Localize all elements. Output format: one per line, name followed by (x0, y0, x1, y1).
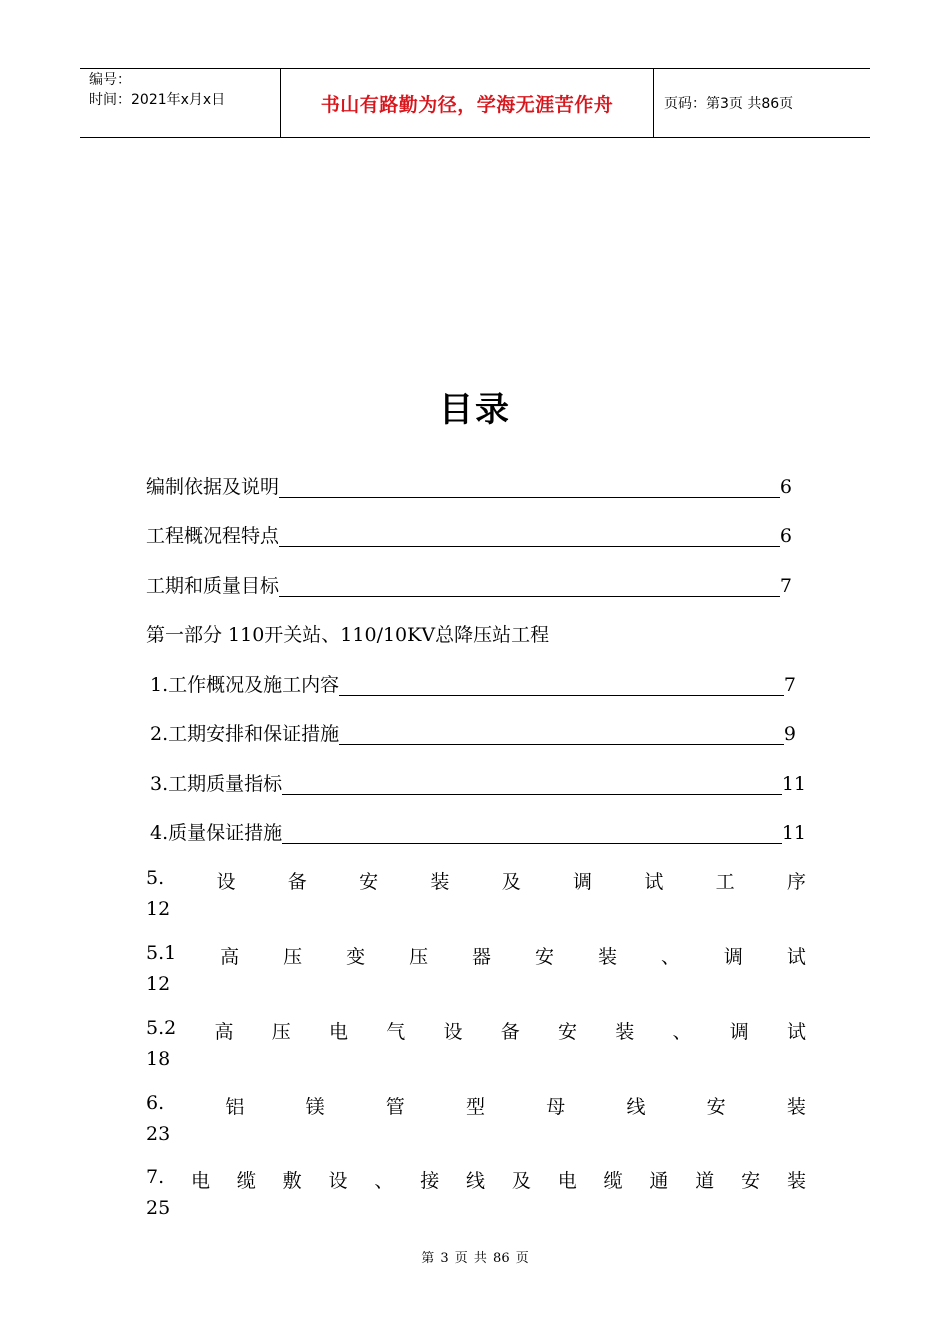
toc-entry-char: 备 (500, 1021, 520, 1043)
toc-entry-char: 安 (535, 946, 555, 968)
toc-entry-char: 试 (786, 946, 806, 968)
document-number-label: 编号： (89, 72, 131, 88)
toc-entry-char: 变 (346, 946, 366, 968)
toc-entry[interactable] (150, 818, 806, 845)
toc-entry-char: 型 (466, 1096, 486, 1118)
toc-entry-char: 及 (511, 1170, 531, 1192)
header-page-text: 页码：第3页 共86页 (664, 96, 794, 112)
toc-entry-char: 压 (283, 946, 303, 968)
toc-entry-char: 、 (374, 1170, 394, 1192)
toc-entry[interactable] (146, 571, 792, 598)
toc-entry-char: 序 (786, 871, 806, 893)
header-motto-cell (281, 69, 654, 137)
toc-entry-char: 接 (420, 1170, 440, 1192)
toc-entry-page: 11 (781, 773, 806, 795)
toc-entry-char: 高 (214, 1021, 234, 1043)
toc-entry-char: 电 (328, 1021, 348, 1043)
toc-entry-page: 25 (146, 1197, 171, 1219)
toc-entry-char: 设 (443, 1021, 463, 1043)
toc-entry[interactable] (146, 472, 792, 499)
toc-entry-char: 线 (626, 1096, 646, 1118)
toc-entry-char: 缆 (236, 1170, 256, 1192)
toc-entry-spread-text (146, 1017, 806, 1044)
toc-entry[interactable] (150, 719, 796, 746)
toc-entry-char: 试 (644, 871, 664, 893)
toc-entry-char: 电 (557, 1170, 577, 1192)
header-page-label (664, 69, 870, 137)
toc-entry-char: 气 (386, 1021, 406, 1043)
toc-entry-char: 装 (597, 946, 617, 968)
toc-entry-char: 设 (216, 871, 236, 893)
toc-entry[interactable] (150, 670, 796, 697)
toc-leader (279, 595, 780, 597)
toc-entry-page: 12 (146, 898, 171, 920)
toc-entry-char: 装 (430, 871, 450, 893)
toc-entry-text: 编制依据及说明 (146, 476, 280, 498)
toc-entry-char: 调 (723, 946, 743, 968)
toc-entry-page: 6 (779, 525, 792, 547)
toc-entry-char: 试 (786, 1021, 806, 1043)
toc-entry-char: 调 (729, 1021, 749, 1043)
toc-entry-char: 装 (615, 1021, 635, 1043)
page-header (80, 68, 870, 138)
toc-entry-char: 、 (660, 946, 680, 968)
header-motto: 书山有路勤为径，学海无涯苦作舟 (320, 93, 614, 116)
toc-entry-char: 安 (706, 1096, 726, 1118)
toc-entry-spread-text (146, 1166, 806, 1193)
toc-entry-spread-text (146, 867, 806, 894)
toc-entry-text: 工期和质量目标 (146, 575, 280, 597)
toc-entry[interactable] (146, 1092, 806, 1145)
toc-entry-char: 安 (741, 1170, 761, 1192)
toc-entry-page: 12 (146, 973, 171, 995)
toc-entry-spread-text (146, 942, 806, 969)
toc-entry-page: 9 (783, 723, 796, 745)
toc-entry[interactable] (146, 1166, 806, 1219)
toc-entry-text: 工程概况程特点 (146, 525, 280, 547)
header-meta-cell (80, 69, 281, 137)
page-title: 目录 (439, 390, 511, 430)
toc-entry-page: 23 (146, 1123, 171, 1145)
toc-entry-char: 管 (385, 1096, 405, 1118)
toc-entry-char: 通 (649, 1170, 669, 1192)
toc-entry[interactable] (146, 1017, 806, 1070)
toc-entry-char: 安 (557, 1021, 577, 1043)
toc-entry-char: 敷 (282, 1170, 302, 1192)
toc-entry-char: 母 (546, 1096, 566, 1118)
toc-entry-char: 电 (190, 1170, 210, 1192)
toc-leader (339, 694, 784, 696)
toc-entry-char: 6. (146, 1092, 165, 1114)
toc-leader (279, 496, 780, 498)
toc-entry-char: 装 (786, 1170, 806, 1192)
toc-entry-char: 7. (146, 1166, 165, 1188)
toc-entry-char: 缆 (603, 1170, 623, 1192)
toc-entry-char: 镁 (305, 1096, 325, 1118)
toc-entry-char: 、 (672, 1021, 692, 1043)
toc-entry-page: 6 (779, 476, 792, 498)
toc-entry-char: 调 (573, 871, 593, 893)
toc-leader (279, 545, 780, 547)
toc-entry-char: 及 (501, 871, 521, 893)
toc-entry-page: 7 (779, 575, 792, 597)
toc-entry-text: 2.工期安排和保证措施 (150, 723, 340, 745)
toc-entry-char: 5.1 (146, 942, 177, 964)
toc-entry-text: 1.工作概况及施工内容 (150, 674, 340, 696)
toc-entry-char: 工 (715, 871, 735, 893)
toc-entry-text: 4.质量保证措施 (150, 822, 283, 844)
document-date-label: 时间：2021年x月x日 (89, 92, 226, 108)
page-footer: 第 3 页 共 86 页 (421, 1251, 529, 1266)
toc-leader (282, 793, 782, 795)
toc-entry-text: 3.工期质量指标 (150, 773, 283, 795)
toc-entry-char: 备 (287, 871, 307, 893)
toc-entry-char: 器 (472, 946, 492, 968)
toc-entry-char: 装 (786, 1096, 806, 1118)
toc-entry-char: 压 (409, 946, 429, 968)
toc-entry-page: 11 (781, 822, 806, 844)
toc-entry-char: 5. (146, 867, 165, 889)
toc-entry[interactable] (150, 769, 806, 796)
toc-entry-char: 压 (271, 1021, 291, 1043)
toc-entry-page: 7 (783, 674, 796, 696)
toc-entry[interactable] (146, 867, 806, 920)
toc-entry[interactable] (146, 942, 806, 995)
toc-entry-char: 安 (359, 871, 379, 893)
toc-entry-char: 铝 (225, 1096, 245, 1118)
toc-entry-char: 5.2 (146, 1017, 177, 1039)
toc-entry-char: 线 (466, 1170, 486, 1192)
toc-entry-char: 高 (220, 946, 240, 968)
toc-leader (282, 842, 782, 844)
toc-entry[interactable] (146, 521, 792, 548)
toc-entry-char: 道 (695, 1170, 715, 1192)
toc-entry-spread-text (146, 1092, 806, 1119)
toc-entry-page: 18 (146, 1048, 171, 1070)
toc-part-heading[interactable]: 第一部分 110开关站、110/10KV总降压站工程 (146, 624, 550, 646)
toc-entry-char: 设 (328, 1170, 348, 1192)
toc-leader (339, 743, 784, 745)
